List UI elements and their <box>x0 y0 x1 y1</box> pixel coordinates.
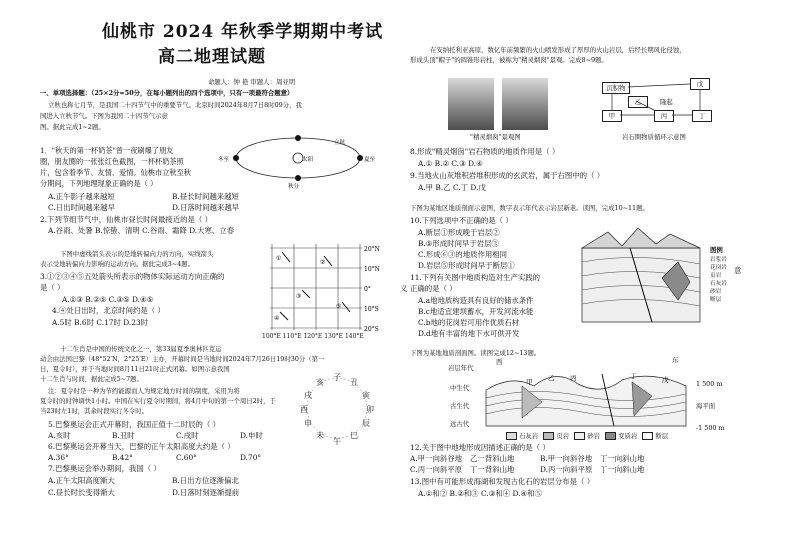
era-label: 中生代 <box>450 384 470 392</box>
wind-intro: 下图中虚线箭头表示的是地转偏向力的方向，实线箭头 <box>60 250 214 258</box>
legend-item: 页岩 <box>710 273 722 279</box>
point-label: ⑤ <box>336 303 342 310</box>
q12-option[interactable]: 乙一背斜山地 <box>470 454 515 463</box>
zodiac-char: 丑 <box>350 378 358 387</box>
q4-stem: 4.④处日出时，北京时间约是（ ） <box>52 306 165 315</box>
section-legend <box>506 432 668 441</box>
point-label: ④ <box>274 315 280 322</box>
fairy-intro: 形成头顶"帽子"的圆锥形岩柱，被称为"精灵烟囱"景观。完成8~9题。 <box>410 56 608 64</box>
q1-stem: 圈，朋友圈的一张张红色截图，一杯杯奶茶照 <box>40 157 184 166</box>
cycle-box: 乙 <box>628 96 648 108</box>
q8-options[interactable]: A.① B.② C.③ D.④ <box>418 159 483 168</box>
zodiac-intro: 十二生肖是中国的传统文化之一，第33届夏季奥林匹克运 <box>60 345 222 353</box>
q1-stem: 片，包含着季节、友情、爱情。仙桃市立秋至秋 <box>40 168 191 177</box>
place-label: 丙 <box>570 374 577 382</box>
q5-option[interactable]: A.亥时 <box>48 431 71 440</box>
earth-icon <box>233 155 239 161</box>
q6-option[interactable]: C.60° <box>176 453 197 462</box>
q11-stem: 正确的是（ ） <box>410 284 457 293</box>
cycle-box: 丁 <box>692 110 712 122</box>
legend-label: 断层 <box>655 432 669 440</box>
q3-stem: 是（ ） <box>40 283 65 292</box>
place-label: 戊 <box>662 376 669 384</box>
cycle-box: 沉积物 <box>602 82 630 94</box>
cycle-arrows <box>598 76 718 126</box>
lon-labels: 100°E 110°E 120°E 130°E 140°E <box>262 333 364 340</box>
q10-option[interactable]: C.形成⑥③的地质作用相同 <box>418 250 508 259</box>
q1-stem: 分期间，下列地理现象正确的是（ ） <box>40 179 158 188</box>
q12-option[interactable]: 丁一向斜山地 <box>600 465 645 474</box>
q11-stem: 11.下列有关图中地质构造对生产实践的 <box>410 273 541 282</box>
q2-stem: 2.下列节组节气中，仙桃市昼长时间最接近的是（ ） <box>40 215 212 224</box>
q5-stem: 5.巴黎奥运会正式开幕时，我国正值十二时辰的（ ） <box>48 420 220 429</box>
q5-option[interactable]: B.丑时 <box>112 431 135 440</box>
wind-intro: 表示受地转偏向力影响的运动方向。据此完成3~4题。 <box>40 260 195 268</box>
zodiac-intro: 动会由法国巴黎（48°52′N，2°25′E）主办，开幕时间是当地时间2024年7月26日19时30分（第一 <box>40 355 325 363</box>
legend-item: 岩浆岩 <box>710 257 727 263</box>
q10-stem: 10.下列选项中不正确的是（ ） <box>410 216 513 225</box>
arrow-5 <box>342 302 350 312</box>
q9-options[interactable]: A.甲 B.乙 C.丁 D.戊 <box>418 183 486 192</box>
point-label: ② <box>320 259 326 266</box>
fairy-chimney-photo <box>502 78 548 130</box>
exam-title: 仙桃市 2024 年秋季学期期中考试 <box>102 22 384 42</box>
fairy-chimney-photo <box>448 78 494 130</box>
q8-stem: 8.形成"精灵烟囱"岩石物质的地质作用是（ ） <box>410 147 560 156</box>
q11-option[interactable]: C.b地的花岗岩可用作优质石材 <box>418 318 520 327</box>
q12-option[interactable]: 丁一向斜山地 <box>600 454 645 463</box>
q3-stem: 3.①②③④⑤五处箭头所表示的物体实际运动方向正确的 <box>40 272 225 281</box>
q11-option[interactable]: A.a地地质构造具有良好的储水条件 <box>418 296 534 305</box>
coriolis-grid <box>262 240 380 340</box>
q6-option[interactable]: D.70° <box>240 453 262 462</box>
q12-option[interactable]: D.丙一向斜平原 <box>540 465 593 474</box>
lat-label: 10°N <box>364 266 380 273</box>
place-label: 乙 <box>548 374 555 382</box>
q12-option[interactable]: A.甲一向斜谷地 <box>410 454 463 463</box>
q7-option[interactable]: B.日出方位逐渐偏北 <box>172 476 239 485</box>
zodiac-char: 午 <box>333 437 341 446</box>
authors: 命题人：钟 艳 审题人：周亚明 <box>208 78 296 86</box>
point-label: ③ <box>296 293 302 300</box>
point-label: ① <box>276 255 282 262</box>
q10-option[interactable]: A.断层①形成晚于岩层② <box>418 228 500 237</box>
legend-side: 意 <box>734 266 742 275</box>
q1-option[interactable]: A.正午影子越来越短 <box>48 192 115 201</box>
q7-option[interactable]: D.日落时刻逐渐提前 <box>172 488 240 497</box>
earth-icon <box>295 175 301 181</box>
zodiac-note: 夏令时的时钟调快1小时。中国在实行夏令时期间，将4月中旬的第一个周日2时，于 <box>40 397 276 405</box>
intro-line: 图。据此完成1~2题。 <box>40 123 105 131</box>
zodiac-char: 寅 <box>362 391 370 400</box>
intro-line: 国进入立秋节气。下图为我国二十四节气示意 <box>40 112 168 120</box>
place-label: 甲 <box>526 378 533 386</box>
legend-item: 石灰岩 <box>710 281 727 287</box>
elevation-label: -1 500 m <box>696 424 725 432</box>
q1-option[interactable]: C.日出时间越来越早 <box>48 203 115 212</box>
q11-prefix: 义 <box>400 284 408 293</box>
legend-label: 变质岩 <box>618 432 638 440</box>
era-label: 古生代 <box>450 402 470 410</box>
q10-option[interactable]: D.岩层⑤形成时间早于断层① <box>418 261 515 270</box>
sun-label: 太阳 <box>302 157 314 163</box>
lat-label: 20°S <box>364 326 379 333</box>
legend-label: 砂岩 <box>587 432 600 440</box>
west-label: 西 <box>496 358 503 366</box>
arrow-1 <box>282 252 290 262</box>
legend-item: 砂岩 <box>710 289 722 295</box>
zodiac-intro: 十二生肖与时间，据此完成5~7题。 <box>40 375 143 383</box>
q11-option[interactable]: B.c地适宜建坝蓄水，开发河流水能 <box>418 307 534 316</box>
q6-option[interactable]: B.42° <box>112 453 133 462</box>
exam-subtitle: 高二地理试题 <box>158 47 266 67</box>
cycle-label: 隆起 <box>660 98 673 106</box>
zodiac-char: 戌 <box>304 391 312 400</box>
q7-option[interactable]: C.昼长时长变得渐大 <box>48 488 115 497</box>
zodiac-note: 当23时左1时，其余时段实行冬令时。 <box>40 407 149 415</box>
cycle-caption: 岩石圈物质循环示意图 <box>622 133 686 141</box>
term-label: 立秋 <box>334 140 346 146</box>
zodiac-char: 辰 <box>362 419 370 428</box>
cycle-box: 戊 <box>690 78 710 90</box>
section-heading: 一、单项选择题：（25×2分=50分，在每小题列出的四个选项中，只有一项最符合题意） <box>40 89 294 97</box>
q3-options[interactable]: A.①③ B.②⑤ C.③⑤ D.④⑤ <box>62 295 154 304</box>
q6-stem: 6.巴黎奥运会开幕当天，巴黎的正午太阳高度大约是（ ） <box>48 442 235 451</box>
era-label: 远古代 <box>450 420 470 428</box>
cycle-box: 丙 <box>654 110 674 122</box>
zodiac-char: 酉 <box>300 405 308 414</box>
q12-stem: 12.关于图中地地形成因描述正确的是（ ） <box>410 443 550 452</box>
arrow-3 <box>302 290 310 298</box>
solar-terms-diagram <box>218 130 378 190</box>
q5-option[interactable]: C.戌时 <box>176 431 199 440</box>
q9-stem: 9.当地火山灰堆积岩堆积形成的玄武岩，属于右图中的（ ） <box>410 171 605 180</box>
geo-intro: 下图为某地区地质剖面示意图，数字表示年代表示岩层新老。读图，完成10~11题。 <box>410 204 649 212</box>
legend-item: 花岗岩 <box>710 265 727 271</box>
q1-option[interactable]: B.昼长时间越来越短 <box>172 192 239 201</box>
fairy-intro: 在安纳托利亚高原，数亿年前频繁的火山喷发形成了厚厚的火山岩层，后经长期风化侵蚀， <box>430 46 686 54</box>
photo-caption: "精灵烟囱"景观图 <box>470 133 521 141</box>
q6-option[interactable]: A.36° <box>48 453 69 462</box>
legend-label: 页岩 <box>556 432 570 440</box>
q7-stem: 7.巴黎奥运会举办期间，我国（ ） <box>48 464 161 473</box>
elevation-label: 1 500 m <box>696 380 723 388</box>
sea-level-label: 海平面 <box>696 402 716 410</box>
arrow-4 <box>280 312 288 320</box>
place-label: 丁 <box>630 372 637 380</box>
zodiac-char: 卯 <box>366 405 374 414</box>
term-label: 冬至 <box>218 157 230 163</box>
legend-label: 石灰岩 <box>519 432 539 440</box>
cycle-box: 甲 <box>602 110 622 122</box>
q7-option[interactable]: A.正午太阳高度渐大 <box>48 476 115 485</box>
term-label: 夏至 <box>364 157 376 163</box>
legend-title: 图例 <box>710 246 723 254</box>
q13-options[interactable]: A.①和② B.②和③ C.③和④ D.④和⑤ <box>418 489 542 498</box>
q10-option[interactable]: B.⑤形成时间早于岩层③ <box>418 239 499 248</box>
geologic-profile-diagram <box>578 222 706 326</box>
intro-line: 立秋也称七月节，是我国二十四节气中的重要节气。北京时间2024年8月7日8时09分，我 <box>48 101 302 109</box>
q1-option[interactable]: D.日落时间越来越早 <box>172 203 240 212</box>
q5-option[interactable]: D.申时 <box>240 431 263 440</box>
q1-stem: 1．"秋天的第一杯奶茶"曾一夜刷爆了朋友 <box>40 146 174 155</box>
era-title: 岩层年代 <box>448 364 474 372</box>
term-label: 秋分 <box>288 184 300 190</box>
q4-options[interactable]: A.5时 B.6时 C.17时 D.23时 <box>52 318 149 327</box>
q12-option[interactable]: C.丙一向斜平原 <box>410 465 463 474</box>
zodiac-wheel <box>294 368 380 448</box>
zodiac-note: 注：夏令时是一种为节约能源而人为规定地方时间的制度，采用为将 <box>48 387 240 395</box>
section-intro: 下图为某地地质剖面图。读图完成12~13题。 <box>410 349 541 357</box>
zodiac-intro: 日，夏令时），并于当地时间8月11日21时正式闭幕。如图示意我国 <box>40 365 230 373</box>
earth-icon <box>357 155 363 161</box>
lat-label: 10°S <box>364 306 379 313</box>
q2-options[interactable]: A.谷雨、处暑 B.惊蛰、清明 C.谷雨、霜降 D.大寒、立春 <box>48 226 235 235</box>
q12-option[interactable]: B.甲一向斜谷地 <box>540 454 593 463</box>
east-label: 东 <box>672 356 679 364</box>
zodiac-char: 亥 <box>316 378 324 387</box>
zodiac-char: 巳 <box>350 431 358 440</box>
zodiac-char: 申 <box>304 419 312 428</box>
earth-icon <box>295 135 301 141</box>
q12-option[interactable]: 丁一背斜山地 <box>470 465 515 474</box>
legend-item: 断层 <box>710 297 722 303</box>
lat-label: 20°N <box>364 246 380 253</box>
zodiac-char: 未 <box>316 431 324 440</box>
geologic-section-diagram <box>482 366 690 428</box>
q11-option[interactable]: D.d地有丰富的地下水可供开发 <box>418 329 520 338</box>
zodiac-char: 子 <box>333 373 341 382</box>
lat-label: 0° <box>364 286 371 293</box>
q13-stem: 13.图中有可能形成海湖和发现古化石的岩层分布是（ ） <box>410 477 595 486</box>
